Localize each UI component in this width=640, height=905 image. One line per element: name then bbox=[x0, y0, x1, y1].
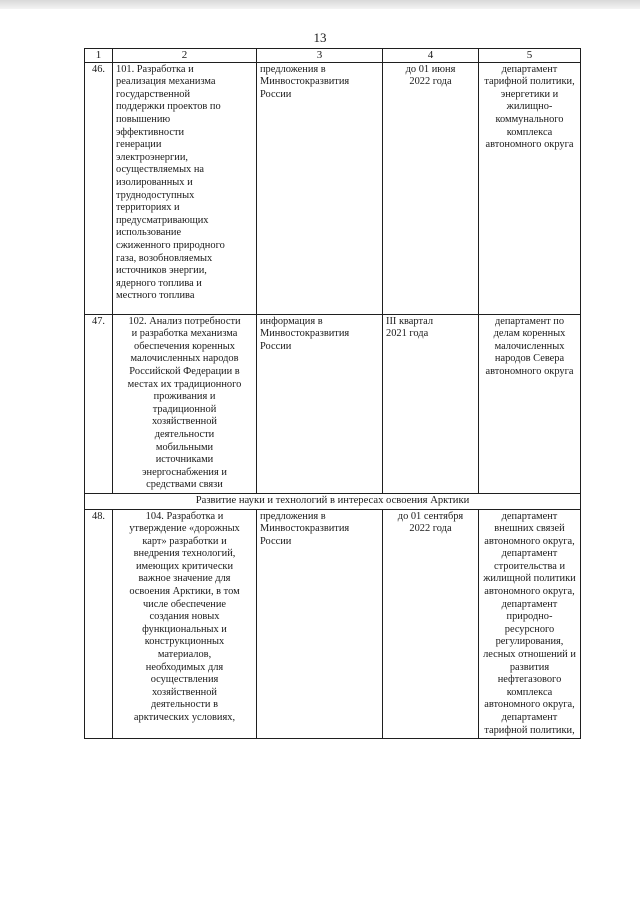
section-heading: Развитие науки и технологий в интересах освоения Арктики bbox=[85, 493, 581, 509]
header-col-1: 1 bbox=[85, 49, 113, 63]
header-col-2: 2 bbox=[113, 49, 257, 63]
action-cell bbox=[113, 509, 257, 739]
action-cell bbox=[113, 314, 257, 493]
responsible-cell bbox=[479, 509, 581, 739]
deadline-text: до 01 июня 2022 года bbox=[405, 63, 456, 88]
table-row bbox=[85, 509, 581, 739]
row-number: 46. bbox=[85, 62, 113, 314]
responsible-text: департамент тарифной политики, энергетики и жилищно- коммунального комплекса автономного округа bbox=[484, 63, 575, 151]
row-number: 48. bbox=[85, 509, 113, 739]
row-number: 47. bbox=[85, 314, 113, 493]
result-cell bbox=[257, 314, 383, 493]
table-row bbox=[85, 62, 581, 314]
result-cell bbox=[257, 509, 383, 739]
deadline-text: до 01 сентября 2022 года bbox=[397, 510, 464, 535]
deadline-cell bbox=[383, 314, 479, 493]
responsible-cell bbox=[479, 62, 581, 314]
header-col-3: 3 bbox=[257, 49, 383, 63]
scan-top-edge bbox=[0, 0, 640, 9]
table-row bbox=[85, 314, 581, 493]
measures-table bbox=[84, 48, 581, 739]
result-text: предложения в Минвостокразвития России bbox=[260, 510, 350, 547]
action-cell bbox=[113, 62, 257, 314]
deadline-cell bbox=[383, 62, 479, 314]
header-col-5: 5 bbox=[479, 49, 581, 63]
section-heading-row bbox=[85, 493, 581, 509]
responsible-text: департамент по делам коренных малочисленных народов Севера автономного округа bbox=[485, 315, 574, 377]
header-row bbox=[85, 49, 581, 63]
action-text: 102. Анализ потребности и разработка механизма обеспечения коренных малочисленных народов Российской Федерации в местах их традиционного проживания и традиционной хозяйственной деятельности мобильными источниками энергоснабжения и средствами связи bbox=[127, 315, 242, 491]
header-col-4: 4 bbox=[383, 49, 479, 63]
action-text: 101. Разработка и реализация механизма государственной поддержки проектов по повышению эффективности генерации электроэнергии, осуществляемых на изолированных и труднодоступных территориях и предусматривающих использование сжиженного природного газа, возобновляемых источников энергии, ядерного топлива и местного топлива bbox=[116, 63, 225, 302]
deadline-text: III квартал 2021 года bbox=[386, 315, 434, 340]
responsible-text: департамент внешних связей автономного округа, департамент строительства и жилищной политики автономного округа, департамент природно-ресурсного регулирования, лесных отношений и развития нефтегазового комплекса автономного округа, департамент тарифной политики, bbox=[483, 510, 576, 736]
page-number: 13 bbox=[313, 30, 327, 45]
result-cell bbox=[257, 62, 383, 314]
responsible-cell bbox=[479, 314, 581, 493]
action-text: 104. Разработка и утверждение «дорожных карт» разработки и внедрения технологий, имеющих критически важное значение для освоения Арктики, в том числе обеспечение создания новых функциональных и конструкционных материалов, необходимых для осуществления хозяйственной деятельности в арктических условиях, bbox=[129, 510, 240, 723]
result-text: предложения в Минвостокразвития России bbox=[260, 63, 350, 100]
deadline-cell bbox=[383, 509, 479, 739]
result-text: информация в Минвостокразвития России bbox=[260, 315, 350, 352]
